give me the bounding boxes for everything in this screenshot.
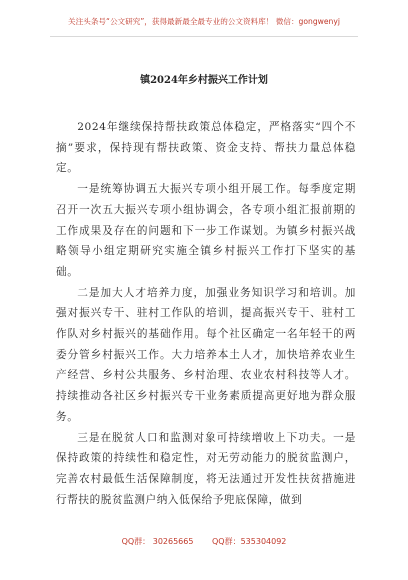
- promo-footer: [0, 536, 408, 547]
- paragraph: 二是加大人才培养力度，加强业务知识学习和培训。加强对振兴专干、驻村工作队的培训，提高振兴专干、驻村工作队对乡村振兴的基础作用。每个社区确定一名年轻干的两委分管乡村振兴工作。大力培养本土人才，加快培养农业生产经营、乡村公共服务、乡村治理、农业农村科技等人才。持续推动各社区乡村振兴专干业务素质提高更好地为群众服务。: [56, 286, 356, 423]
- document-title: 镇2024年乡村振兴工作计划: [140, 75, 268, 86]
- paragraph: 2024年继续保持帮扶政策总体稳定，严格落实“四个不摘”要求，保持现有帮扶政策、资金支持、帮扶力量总体稳定。: [56, 121, 356, 175]
- promo-header: 关注头条号“公文研究”，获得最新最全最专业的公文资料库！ 微信：gongwenyj: [68, 17, 340, 26]
- paragraph: 三是在脱贫人口和监测对象可持续增收上下功夫。一是保持政策的持续性和稳定性，对无劳动能力的脱贫监测户，完善农村最低生活保障制度，将无法通过开发性扶贫措施进行帮扶的脱贫监测户纳入低保给予兜底保障，做到: [56, 431, 356, 506]
- paragraph: 一是统筹协调五大振兴专项小组开展工作。每季度定期召开一次五大振兴专项小组协调会，各专项小组汇报前期的工作成果及存在的问题和下一步工作谋划。为镇乡村振兴战略领导小组定期研究实施全镇乡村振兴工作打下坚实的基础。: [56, 183, 356, 278]
- header-divider: [50, 36, 358, 37]
- qq-group-1: QQ群： 30265665: [121, 537, 194, 546]
- qq-group-2: QQ群：535304092: [212, 537, 287, 546]
- document-body: [56, 117, 356, 510]
